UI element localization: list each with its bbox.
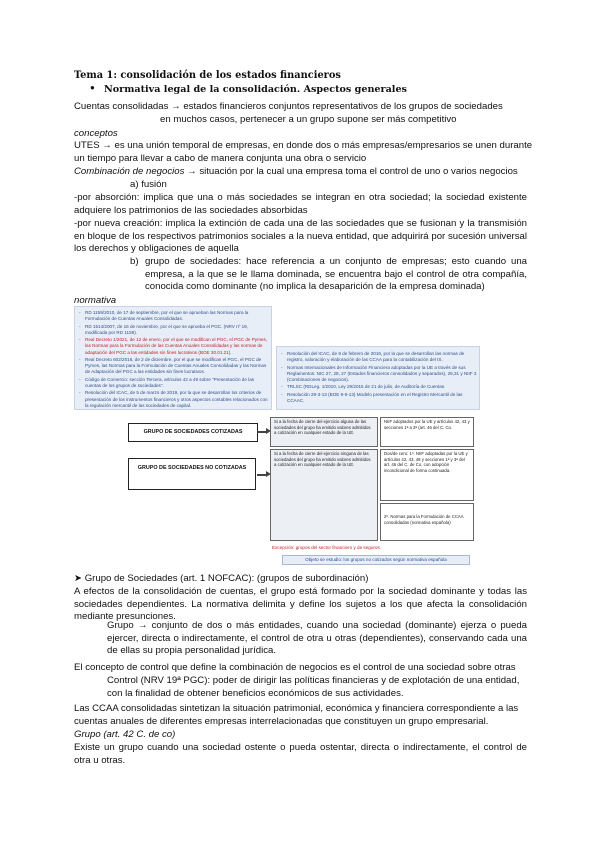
grupo-paragraph: A efectos de la consolidación de cuentas, el grupo está formado por la sociedad dominante y todas las sociedades dependientes. La normativa delimita y define los sujetos a los que afecta la consolidación mediante presunciones. bbox=[74, 586, 527, 623]
combinacion-rest: → situación por la cual una empresa toma el control de uno o varios negocios bbox=[184, 166, 518, 177]
normativa-left-item: - Resolución del ICAC, de 5 de marzo de 2019, por la que se desarrollan los criterios de presentación de los instrumentos financieros y otros aspectos contables relacionados con la regulación mercantil de las sociedades de capital. bbox=[85, 390, 271, 409]
excepcion-caption: Excepción: grupos del sector financiero y de seguros. bbox=[272, 545, 382, 550]
combinacion-term: Combinación de negocios bbox=[74, 166, 185, 177]
utes-paragraph: UTES → es una unión temporal de empresas, en donde dos o más empresas/empresarios se unen durante un tiempo para llevar a cabo de manera conjunta una obra o servicio bbox=[74, 140, 533, 164]
normativa-left-item: - RD 1159/2010, de 17 de septiembre, por el que se aprueban las Normas para la Formulación de Cuentas Anuales Consolidadas. bbox=[85, 310, 271, 322]
grupo-heading: ➤ Grupo de Sociedades (art. 1 NOFCAC): (grupos de subordinación) bbox=[74, 573, 369, 584]
normativa-right-panel bbox=[276, 346, 480, 410]
control-line: El concepto de control que define la combinación de negocios es el control de una sociedad sobre otras bbox=[74, 662, 516, 673]
ccaa-paragraph: Las CCAA consolidadas sintetizan la situación patrimonial, económica y financiera correspondiente a las cuentas anuales de diferentes empresas interrelacionadas que constituyen un grupo empresarial. bbox=[74, 703, 519, 727]
grupo-art-label: Grupo (art. 42 C. de co) bbox=[74, 729, 176, 740]
normativa-left-item: - RD 1514/2007, de 16 de noviembre, por el que se aprueba el PGC. (NRV nº 19, modificada por RD 1159). bbox=[85, 324, 271, 336]
fusion-item: a) fusión bbox=[130, 179, 167, 190]
cuentas-line: Cuentas consolidadas → estados financieros conjuntos representativos de los grupos de sociedades bbox=[74, 101, 503, 112]
grupo-item-text: grupo de sociedades: hace referencia a un conjunto de empresas; esto cuando una empresa, a la que se le llama dominada, se encuentra bajo el control de otra compañía, conocida como dominante (no implica la desaparición de la empresa dominada) bbox=[145, 256, 527, 293]
creacion-paragraph: -por nueva creación: implica la extinción de cada una de las sociedades que se fusionan y la transmisión en bloque de los respectivos patrimonios sociales a la nueva entidad, que adquirirá por sucesión universal los derechos y obligaciones de aquella bbox=[74, 218, 527, 255]
normativa-right-item: - Resolución 29-3-13 (BOE 9-5-13) Modelo presentación en el Registro Mercantil de las CCAAC. bbox=[287, 392, 479, 404]
no-cotizadas-norma-2: 2º. Normas para la Formulación de CCAA consolidadas (normativa española) bbox=[380, 503, 474, 541]
no-cotizadas-box: GRUPO DE SOCIEDADES NO COTIZADAS bbox=[128, 458, 256, 490]
normativa-right-list bbox=[277, 347, 479, 404]
cotizadas-box: GRUPO DE SOCIEDADES COTIZADAS bbox=[128, 423, 258, 442]
no-cotizadas-norma-1: Dos/de cero: 1º. NIIF adoptadas por la UE y artículos 42, 43, 48 y secciones 1ª y 3ª del art. 46 del C. de Co. con adopción incondicional de forma continuada. bbox=[380, 449, 474, 501]
cotizadas-condition: Si a la fecha de cierre del ejercicio alguna de las sociedades del grupo ha emitido valores admitidos a cotización en cualquier estado de la UE. bbox=[270, 417, 378, 447]
no-cotizadas-condition: Si a la fecha de cierre del ejercicio ninguna de las sociedades del grupo ha emitido valores admitidos a cotización en cualquier estado de la UE. bbox=[270, 449, 378, 541]
normativa-right-item: - TRLSC (RDLeg. 1/2010, Ley 29/2015 de 21 de julio, de Auditoría de Cuentas. bbox=[287, 384, 479, 390]
arrow-cotizadas bbox=[257, 431, 267, 433]
absorcion-paragraph: -por absorción: implica que una o más sociedades se integran en otra sociedad; la sociedad existente adquiere los patrimonios de las sociedades absorbidas bbox=[74, 192, 527, 216]
bullet-dot: ● bbox=[90, 83, 95, 92]
combinacion-line bbox=[74, 166, 544, 179]
control-definition: Control (NRV 19ª PGC): poder de dirigir las políticas financieras y de explotación de una entidad, con la finalidad de obtener beneficios económicos de sus actividades. bbox=[107, 675, 520, 699]
normativa-label: normativa bbox=[74, 295, 117, 306]
page-title: Tema 1: consolidación de los estados financieros bbox=[74, 70, 341, 81]
objeto-estudio: Objeto se estudio: los grupos no cotizados según normativa española bbox=[282, 555, 470, 565]
grupo-art-paragraph: Existe un grupo cuando una sociedad ostente o pueda ostentar, directa o indirectamente, el control de otra u otras. bbox=[74, 742, 527, 766]
cuentas-line-2: en muchos casos, pertenecer a un grupo supone ser más competitivo bbox=[160, 114, 457, 125]
grupos-diagram bbox=[124, 417, 476, 565]
normativa-right-item: - Resolución del ICAC, de 9 de febrero de 2016, por la que se desarrollan las normas de registro, valoración y elaboración de las CCAA para la contabilización del IS. bbox=[287, 351, 479, 363]
conceptos-label: conceptos bbox=[74, 128, 118, 139]
arrow-no-cotizadas bbox=[257, 474, 267, 476]
section-heading: Normativa legal de la consolidación. Aspectos generales bbox=[104, 84, 407, 95]
cotizadas-norma: NIIF adoptados por la UE y artículos 42, 43 y secciones 1ª a 3ª (art. 46 del C. Co. bbox=[380, 417, 474, 447]
grupo-item-label: b) bbox=[130, 256, 139, 267]
normativa-right-item: - Normas Internacionales de Información Financiera adoptadas por la UE a través de sus Reglamentos: NIC 27, 28, 27 (Estados financieros consolidados y separados), 28,31 y NIIF 3 (Combinaciones de negocios). bbox=[287, 365, 479, 384]
normativa-left-item: - Real Decreto 1/2021, de 12 de enero, por el que se modifican el PGC, el PGC de Pymes, las Normas para la Formulación de las Cuentas Anuales Consolidadas y las normas de adaptación del PGC a las entidades sin fines lucrativos (BOE 30.01.21). bbox=[85, 337, 271, 356]
normativa-left-list bbox=[75, 307, 271, 409]
normativa-left-panel bbox=[74, 306, 272, 410]
grupo-definition: Grupo → conjunto de dos o más entidades, cuando una sociedad (dominante) ejerza o pueda ejercer, directa o indirectamente, el control de otra u otras (dependientes), conservando cada una de ellas su propia personalidad jurídica. bbox=[107, 620, 527, 657]
normativa-left-item: - Real Decreto 602/2016, de 2 de diciembre, por el que se modifican el PGC, el PGC de Pymes, las Normas para la Formulación de Cuentas Anuales Consolidadas y las Normas de Adaptación del PGC a las entidades sin fines lucrativos. bbox=[85, 357, 271, 376]
normativa-left-item: - Código de Comercio: sección Tercera, artículos 42 a 49 sobre "Presentación de las cuentas de los grupos de sociedades". bbox=[85, 377, 271, 389]
